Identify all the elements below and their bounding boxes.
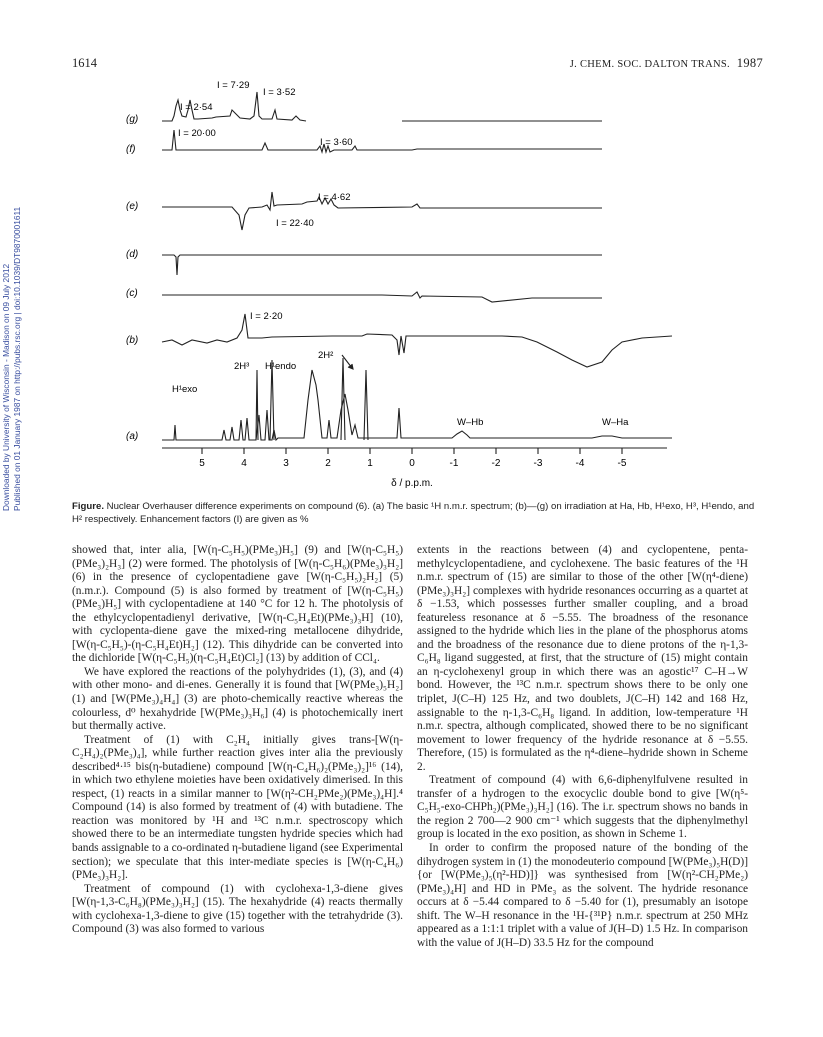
tick-label: 4	[241, 458, 247, 469]
tick-label: 3	[283, 458, 289, 469]
annot-g3: I = 2·54	[180, 102, 213, 113]
tick-label: 0	[409, 458, 415, 469]
page-number: 1614	[72, 56, 97, 70]
nmr-figure	[112, 70, 712, 495]
annot-e1: I = 4·62	[318, 192, 351, 203]
trace-f	[162, 130, 602, 152]
left-paragraph-1: showed that, inter alia, [W(η-C₅H₅)(PMe₃)H₅] (9) and [W(η-C₅H₅)(PMe₃)₂H₃] (2) were formed. The photolysis of [W(η-C₅H₆)(PMe₃)₃H₂] (6) in the presence of cyclopentadiene gave [W(η-C₅H₅)₂H₂] (5) (n.m.r.). Compound (5) is also formed by treatment of [W(η-C₅H₅)(PMe₃)H₅] with cyclopentadiene at 140 °C for 12 h. The photolysis of the ethylcyclopentadienyl derivative, [W(η-C₅H₄Et)(PMe₃)₃H] (10), with cyclopenta-diene gave the mixed-ring metallocene dihydride, [W(η-C₅H₅)-(η-C₅H₄Et)H₂] (12). This dihydride can be converted into the dichloride [W(η-C₅H₅)(η-C₅H₄Et)Cl₂] (13) by addition of CCl₄.	[72, 544, 403, 665]
tick-label: -5	[617, 458, 627, 469]
tick-label: -3	[533, 458, 543, 469]
caption-label: Figure.	[72, 501, 104, 512]
trace-b	[162, 314, 672, 367]
left-paragraph-3: Treatment of (1) with C₂H₄ initially gives trans-[W(η-C₂H₄)₂(PMe₃)₄], while further reaction gives inter alia the previously described⁴·¹⁵ bis(η-butadiene) compound [W(η-C₄H₆)₂(PMe₃)₂]¹⁶ (14), in which two ethylene moieties have been oxidatively dimerised. In this respect, (1) reacts in a similar manner to [W(η²-CH₂PMe₂)(PMe₃)₄H].⁴ Compound (14) is also formed by treatment of (4) with butadiene. The reaction was monitored by ¹H and ¹³C n.m.r. spectroscopy which showed there to be an intermediate tungsten hydride species which had bands assignable to a co-ordinated η-butadiene ligand (see Experimental section); we speculate that this inter-mediate species is [W(η-C₄H₆)(PMe₃)₃H₂].	[72, 733, 403, 882]
label-trace-c: (c)	[126, 288, 138, 299]
label-trace-b: (b)	[126, 335, 139, 346]
annot-f2: I = 3·60	[320, 137, 353, 148]
watermark-line-1: Downloaded by University of Wisconsin - Madison on 09 July 2012	[1, 263, 11, 511]
annot-b1: I = 2·20	[250, 311, 283, 322]
right-paragraph-3: In order to confirm the proposed nature of the bonding of the dihydrogen system in (1) the monodeuterio compound [W(PMe₃)₅H(D)] {or [W(PMe₃)₅(η²-HD)]} was synthesised from [W(η²-CH₂PMe₂)(PMe₃)₄H] and HD in PMe₃ as the solvent. The hydride resonance occurs at δ −5.44 compared to δ −5.40 for (1), presumably an isotope shift. The W–H resonance in the ¹H-{³¹P} n.m.r. spectrum at 250 MHz appeared as a 1:1:1 triplet with a value of J(H–D) 1.5 Hz. In comparison with the value of J(H–D) 33.5 Hz for the compound	[417, 842, 748, 949]
label-trace-g: (g)	[126, 114, 139, 125]
caption-text: Nuclear Overhauser difference experiments on compound (6). (a) The basic ¹H n.m.r. spectrum; (b)—(g) on irradiation at Ha, Hb, H¹exo, H³, H¹endo, and H² respectively. Enhancement factors (I) are given as %	[72, 501, 755, 525]
journal-name: J. CHEM. SOC. DALTON TRANS.	[569, 59, 730, 70]
trace-e	[162, 192, 602, 230]
tick-label: 1	[367, 458, 373, 469]
right-paragraph-2: Treatment of compound (4) with 6,6-diphenylfulvene resulted in transfer of a hydrogen to the exocyclic double bond to give [W(η⁵-C₅H₅-exo-CHPh₂)(PMe₃)₃H₂] (16). The i.r. spectrum shows no bands in the region 2 700—2 900 cm⁻¹ which suggests that the diphenylmethyl group is located in the exo position, as shown in Scheme 1.	[417, 774, 748, 841]
label-trace-a: (a)	[126, 431, 139, 442]
right-column	[417, 544, 748, 950]
tick-label: -1	[449, 458, 459, 469]
label-trace-d: (d)	[126, 249, 139, 260]
annot-f1: I = 20·00	[178, 128, 216, 139]
left-paragraph-4: Treatment of compound (1) with cyclohexa-1,3-diene gives [W(η-1,3-C₆H₈)(PMe₃)₃H₂] (15). The hexahydride (4) reacts thermally with cyclohexa-1,3-diene to give (15) together with the tetrahydride (3). Compound (3) was also formed to various	[72, 882, 403, 936]
tick-label: 5	[199, 458, 205, 469]
annot-whb: W–Hb	[457, 417, 484, 428]
x-axis-label: δ / p.p.m.	[391, 478, 433, 489]
tick-label: 2	[325, 458, 331, 469]
annot-h1endo: H¹endo	[265, 361, 297, 372]
annot-h1exo: H¹exo	[172, 384, 198, 395]
annot-d1: I = 22·40	[276, 218, 314, 229]
right-paragraph-1: extents in the reactions between (4) and cyclopentene, penta-methylcyclopentadiene, and cyclohexene. The basic features of the ¹H n.m.r. spectrum of (15) are similar to those of the other [W(η⁴-diene)(PMe₃)₃H₂] complexes with hydride resonances occurring as a quartet at δ −1.53, which possesses further smaller coupling, and a broad featureless resonance at δ −5.55. The broadness of the resonance assigned to the hydride which lies in the plane of the phosphorus atoms and the broadness of the resonance due to diene protons of the η-1,3-C₆H₈ ligand suggested, at first, that the structure of (15) might contain an η-cyclohexenyl group in which there was an agostic¹⁷ C–H→W bond. However, the ¹³C n.m.r. spectrum shows there to be only one triplet, J(C–H) 125 Hz, and two doublets, J(C–H) 142 and 168 Hz, assignable to the η-1,3-C₆H₈ ligand. In addition, low-temperature ¹H n.m.r. spectra, although complicated, showed there to be no significant movement to lower frequency of the hydride resonance at δ −5.55. Therefore, (15) is formulated as the η⁴-diene–hydride shown in Scheme 2.	[417, 544, 748, 773]
figure-caption	[72, 501, 762, 526]
left-column	[72, 544, 403, 937]
download-watermark	[1, 206, 23, 511]
annot-2h2: 2H²	[318, 350, 334, 361]
label-trace-f: (f)	[126, 144, 136, 155]
annot-wha: W–Ha	[602, 417, 629, 428]
x-axis-ticks	[202, 448, 622, 454]
arrowhead-2h2	[348, 364, 353, 369]
trace-d	[162, 255, 602, 275]
left-paragraph-2: We have explored the reactions of the polyhydrides (1), (3), and (4) with other mono- and di-enes. Generally it is found that [W(PMe₃)₅H₂] (1) and [W(PMe₃)₄H₄] (3) are photo-chemically reactive whereas the colourless, d⁰ hexahydride [W(PMe₃)₃H₆] (4) is photochemically inert but thermally active.	[72, 665, 403, 733]
annot-g2: I = 3·52	[263, 87, 296, 98]
annot-2h3: 2H³	[234, 361, 250, 372]
label-trace-e: (e)	[126, 201, 139, 212]
running-header	[570, 56, 763, 71]
trace-a	[162, 370, 672, 440]
trace-c	[162, 292, 602, 302]
tick-label: -4	[575, 458, 585, 469]
annot-g1: I = 7·29	[217, 80, 250, 91]
tick-label: -2	[491, 458, 501, 469]
watermark-line-2: Published on 01 January 1987 on http://pubs.rsc.org | doi:10.1039/DT9870001611	[12, 206, 22, 511]
journal-year: 1987	[736, 56, 763, 70]
